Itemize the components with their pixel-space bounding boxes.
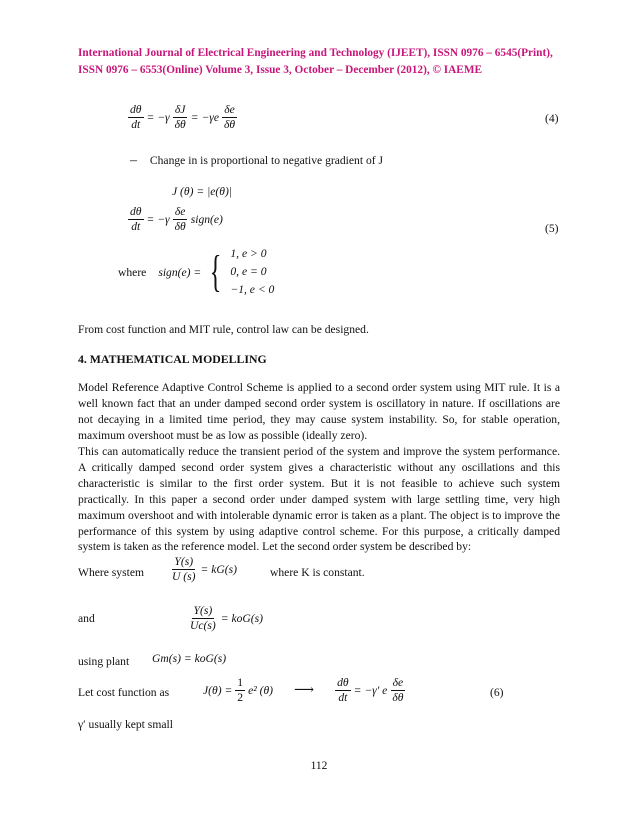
header-line-2: ISSN 0976 – 6553(Online) Volume 3, Issue 3, October – December (2012), © IAEME xyxy=(78,64,483,76)
paragraph-2: This can automatically reduce the transient period of the system and improve the system performance. A critically damped second order system gives a characteristic without any oscillations and this characteristic is similar to the first order system. But it is not feasible to achieve such system practically. In this paper a second order under damped system with large settling time, very high maximum overshoot and with intolerable dynamic error is taken as a plant. The object is to improve the performance of this system by using adaptive control scheme. For this purpose, a critically damped system is taken as the reference model. Let the second order system be described by: xyxy=(78,445,560,554)
where-label: where xyxy=(118,265,147,279)
sign-definition xyxy=(118,245,274,299)
eq5-term-1: = −γ xyxy=(146,213,170,226)
eq5-sign: sign(e) xyxy=(190,213,223,226)
eq4-term-2: = −γe xyxy=(190,111,219,124)
system-label: Where system xyxy=(78,566,144,579)
brace: { xyxy=(210,247,222,296)
eq4-de-fraction: $\frac{\delta e}{\delta\theta}$ xyxy=(223,103,236,131)
system-equation xyxy=(170,555,237,584)
half-fraction: $\frac{1}{2}$ xyxy=(237,676,244,704)
paragraph-1: Model Reference Adaptive Control Scheme is applied to a second order system using MIT rule. It is a well known fact that an under damped second order system is oscillatory in nature. If oscillations are not decaying in a limited time period, they may cause system instability. So, for stable operation, maximum overshoot must be as low as possible (ideally zero). xyxy=(78,381,560,442)
header-line-1: International Journal of Electrical Engineering and Technology (IJEET), ISSN 0976 – 6545(Print), xyxy=(78,47,553,59)
bullet-text: Change in is proportional to negative gradient of J xyxy=(149,154,384,167)
cost-rhs: e² (θ) xyxy=(248,684,274,697)
bullet-line xyxy=(130,153,383,169)
eq5-number: (5) xyxy=(545,222,559,235)
section-heading: 4. MATHEMATICAL MODELLING xyxy=(78,352,267,366)
cost-p-fraction: $\frac{\delta e}{\delta\theta}$ xyxy=(392,676,404,704)
eq4-term-1: = −γ xyxy=(146,111,170,124)
eq4-dJ-fraction: $\frac{\delta J}{\delta\theta}$ xyxy=(174,103,186,131)
bullet-dash: – xyxy=(130,153,137,168)
eq6-number: (6) xyxy=(490,686,504,699)
equation-5 xyxy=(128,205,223,234)
page-number: 112 xyxy=(310,760,328,772)
model-equation xyxy=(188,604,263,633)
model-rhs: = koG(s) xyxy=(220,612,264,625)
model-fraction: $\frac{Y(s)}{Uc(s)}$ xyxy=(190,604,216,632)
eq-J: J (θ) = |e(θ)| xyxy=(172,185,233,198)
implies-arrow-icon: ⟶ xyxy=(294,683,315,698)
cost-label: Let cost function as xyxy=(78,686,170,699)
plant-label: using plant xyxy=(78,655,130,668)
system-rhs: = kG(s) xyxy=(200,563,237,576)
case-negative: −1, e < 0 xyxy=(230,283,275,296)
plant-equation: Gm(s) = koG(s) xyxy=(152,652,227,665)
cost-update: = −γ′ e xyxy=(353,684,388,697)
cost-lhs: J(θ) = xyxy=(203,684,233,697)
eq4-number: (4) xyxy=(545,112,559,125)
paragraph-cost-function: From cost function and MIT rule, control law can be designed. xyxy=(78,323,369,336)
cost-d-fraction: $\frac{d\theta}{dt}$ xyxy=(337,676,349,704)
sign-cases xyxy=(230,245,274,299)
and-label: and xyxy=(78,612,95,625)
eq5-de-fraction: $\frac{\delta e}{\delta\theta}$ xyxy=(174,205,186,233)
system-note: where K is constant. xyxy=(270,566,365,579)
cost-equation xyxy=(203,676,405,705)
gamma-note: γ′ usually kept small xyxy=(78,718,173,731)
journal-header xyxy=(78,45,568,79)
case-positive: 1, e > 0 xyxy=(230,247,267,260)
equation-4 xyxy=(128,103,237,132)
system-fraction: $\frac{Y(s)}{U (s)}$ xyxy=(172,555,196,583)
sign-lhs: sign(e) = xyxy=(158,265,202,279)
eq5-lhs-fraction: $\frac{d\theta}{dt}$ xyxy=(130,205,142,233)
case-zero: 0, e = 0 xyxy=(230,265,267,278)
eq4-lhs-fraction: $\frac{d\theta}{dt}$ xyxy=(130,103,142,131)
